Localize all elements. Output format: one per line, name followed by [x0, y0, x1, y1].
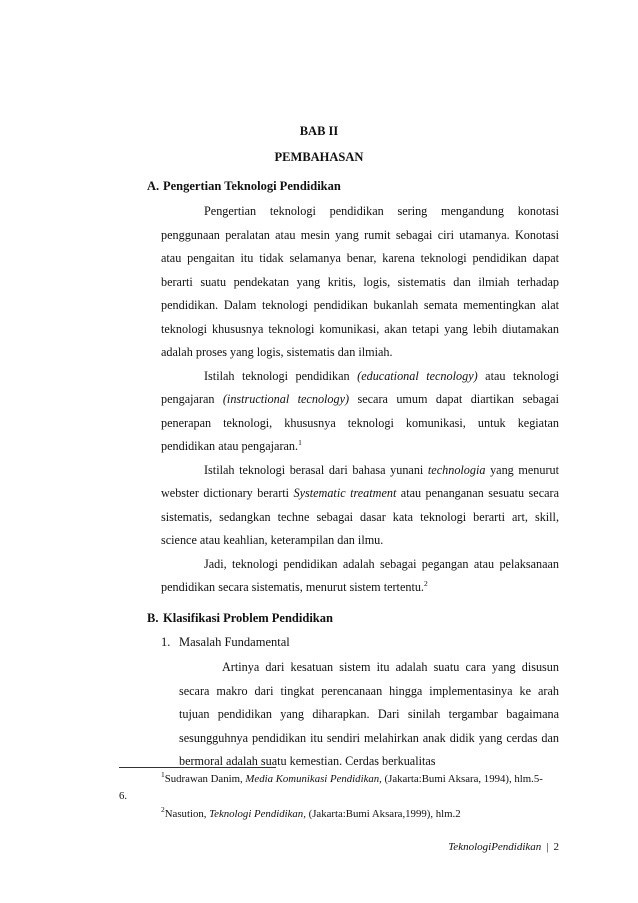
footer-separator: | [546, 841, 549, 853]
chapter-label: BAB II [299, 124, 339, 138]
p2-text-1: Istilah teknologi pendidikan [204, 368, 358, 383]
footnote-1-text-2: (Jakarta:Bumi Aksara, 1994), hlm.5- [381, 773, 543, 785]
section-a-paragraph-1: Pengertian teknologi pendidikan sering mengandung konotasi penggunaan peralatan atau mesin yang rumit sebagai ciri utamanya. Konotasi atau pengaitan itu tidak selamanya benar, karena teknologi pendidikan dapat berarti suatu pendekatan yang kritis, logis, sistematis dan ilmiah terhadap pendidikan. Dalam teknologi pendidikan bukanlah semata mementingkan alat teknologi khususnya teknologi komunikasi, akan tetapi yang lebih diutamakan adalah proses yang logis, sistematis dan ilmiah. [161, 204, 559, 359]
footnote-ref-2: 2 [423, 579, 428, 588]
footnote-2-book-title: Teknologi Pendidikan, [209, 808, 306, 820]
footnote-2-number: 2 [161, 805, 165, 814]
section-a-body [161, 200, 559, 600]
subsection-1-number: 1. [161, 635, 171, 649]
section-b-heading [147, 611, 333, 626]
p3-term-1: technologia [427, 462, 486, 477]
section-b-letter: B. [147, 611, 159, 625]
footnote-1-continuation: 6. [119, 790, 128, 802]
p4-text: Jadi, teknologi pendidikan adalah sebagai pegangan atau pelaksanaan pendidikan secara sistematis, menurut sistem tertentu. [161, 556, 559, 594]
footnote-2-text-2: (Jakarta:Bumi Aksara,1999), hlm.2 [305, 808, 461, 820]
section-a-paragraph-3 [161, 459, 559, 553]
section-a-paragraph-2 [161, 365, 559, 459]
p2-text-3: secara umum dapat diartikan sebagai penerapan teknologi, khususnya teknologi komunikasi, untuk kegiatan pendidikan atau pengajaran. [161, 392, 559, 453]
footnote-2 [161, 805, 461, 820]
p2-term-2: (instructional tecnology) [222, 392, 350, 406]
p3-text-1: Istilah teknologi berasal dari bahasa yunani [204, 462, 428, 477]
section-b-title: Klasifikasi Problem Pendidikan [163, 611, 333, 625]
footnote-2-text-1: Nasution, [164, 808, 210, 820]
footnote-1-number: 1 [161, 770, 165, 779]
page-number: 2 [553, 841, 559, 853]
footnote-1-text-1: Sudrawan Danim, [164, 773, 246, 785]
section-b-body [179, 656, 559, 774]
page-footer [448, 841, 559, 853]
section-a-title: Pengertian Teknologi Pendidikan [163, 179, 341, 193]
footnote-1 [161, 770, 559, 785]
p2-term-1: (educational tecnology) [357, 368, 478, 383]
p3-text-2: yang menurut webster dictionary berarti [161, 462, 559, 500]
subsection-1-title: Masalah Fundamental [179, 635, 290, 649]
section-b-paragraph-1: Artinya dari kesatuan sistem itu adalah suatu cara yang disusun secara makro dari tingkat perencanaan hingga implementasinya ke arah tujuan pendidikan yang diharapkan. Dari sinilah tergambar bagaimana sesungguhnya pendidikan itu sendiri melahirkan anak didik yang cerdas dan bermoral adalah suatu kemestian. Cerdas berkualitas [179, 660, 559, 768]
p2-text-2: atau teknologi pengajaran [161, 368, 559, 406]
footnote-ref-1: 1 [298, 438, 302, 447]
section-a-paragraph-4 [161, 553, 559, 600]
subsection-1-heading [161, 635, 290, 650]
p3-text-3: atau penanganan sesuatu secara sistematis, sedangkan techne sebagai dasar kata teknologi berarti art, skill, science atau keahlian, keterampilan dan ilmu. [161, 486, 559, 547]
chapter-title: PEMBAHASAN [274, 150, 364, 164]
p3-term-2: Systematic treatment [293, 486, 397, 500]
section-a-letter: A. [147, 179, 160, 193]
footnote-divider [119, 767, 276, 768]
footnote-1-book-title: Media Komunikasi Pendidikan, [245, 773, 382, 785]
section-a-heading [147, 179, 341, 194]
running-title: TeknologiPendidikan [448, 841, 542, 853]
